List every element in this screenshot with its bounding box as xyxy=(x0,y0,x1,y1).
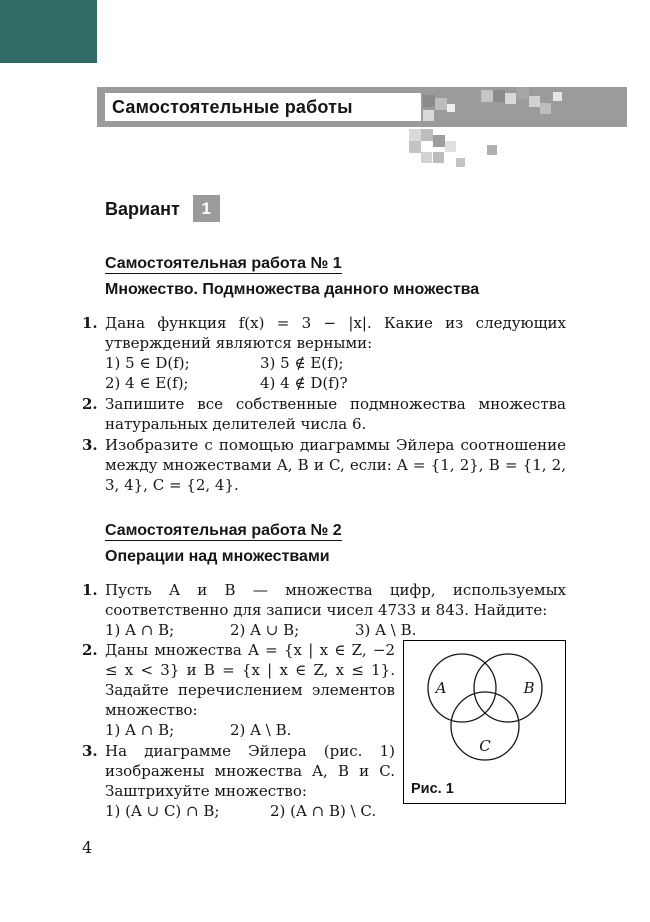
option-item: 2) A \ B. xyxy=(230,721,292,739)
option-item: 1) (A ∪ C) ∩ B; xyxy=(105,802,220,820)
pixel-square xyxy=(409,129,421,141)
option-item: 2) A ∪ B; xyxy=(230,621,300,639)
pixel-square xyxy=(433,152,444,163)
section-work-2 xyxy=(82,521,566,821)
problem-text: Даны множества A = {x | x ∈ Z, −2 ≤ x < 3} и B = {x | x ∈ Z, x ≤ 1}. Задайте перечислением элементов множество: xyxy=(105,641,395,719)
options-row xyxy=(105,620,566,640)
page-number: 4 xyxy=(82,838,93,857)
section-title: Самостоятельная работа № 2 xyxy=(105,522,342,539)
pixel-square xyxy=(487,145,497,155)
figure-caption: Рис. 1 xyxy=(411,781,454,797)
problem-number: 3. xyxy=(82,436,98,454)
pixel-square xyxy=(493,90,505,102)
pixel-square xyxy=(447,104,455,112)
euler-diagram xyxy=(411,646,559,776)
euler-diagram-figure xyxy=(403,640,566,804)
option-item: 2) 4 ∈ E(f); xyxy=(105,374,189,392)
options-row xyxy=(105,373,566,393)
problem-text-block xyxy=(105,394,566,434)
pixel-square xyxy=(540,103,551,114)
section-subtitle: Операции над множествами xyxy=(105,548,330,565)
option-item: 4) 4 ∉ D(f)? xyxy=(260,374,348,392)
problem-number: 3. xyxy=(82,742,98,760)
problem-text-block xyxy=(105,640,395,740)
pixel-square xyxy=(421,129,433,141)
problem-text-block xyxy=(105,435,566,495)
problem-text: Пусть A и B — множества цифр, используемых соответственно для записи чисел 4733 и 843. Найдите: xyxy=(105,581,566,619)
header-title: Самостоятельные работы xyxy=(105,93,421,121)
problem-list xyxy=(82,580,566,821)
problem-number: 2. xyxy=(82,641,98,659)
option-item: 1) A ∩ B; xyxy=(105,721,175,739)
pixel-square xyxy=(529,96,540,107)
section-subtitle: Множество. Подмножества данного множества xyxy=(105,281,480,298)
section-work-1 xyxy=(82,254,566,495)
problem-number: 1. xyxy=(82,314,98,332)
problem xyxy=(82,580,566,640)
option-item: 3) A \ B. xyxy=(355,621,417,639)
pixel-square xyxy=(435,98,447,110)
pixel-square xyxy=(505,93,516,104)
option-item: 1) 5 ∈ D(f); xyxy=(105,354,190,372)
problem xyxy=(82,640,395,740)
pixel-square xyxy=(421,152,432,163)
problem-text-block xyxy=(105,580,566,640)
set-label-a: A xyxy=(435,679,446,697)
text-with-figure-row xyxy=(82,640,566,821)
narrow-text-column xyxy=(82,640,395,821)
variant-row xyxy=(105,195,566,222)
options-row xyxy=(105,720,395,740)
pixel-square xyxy=(481,90,493,102)
problem-text: На диаграмме Эйлера (рис. 1) изображены множества A, B и C. Заштрихуйте множество: xyxy=(105,742,395,800)
pixel-square xyxy=(456,158,465,167)
options-row xyxy=(105,801,395,821)
pixel-square xyxy=(517,87,529,99)
set-label-c: C xyxy=(478,737,491,755)
option-item: 2) (A ∩ B) \ C. xyxy=(270,802,377,820)
problem-number: 2. xyxy=(82,395,98,413)
pixel-square xyxy=(445,141,456,152)
variant-label: Вариант xyxy=(105,198,180,219)
options-row xyxy=(105,353,566,373)
option-item: 1) A ∩ B; xyxy=(105,621,175,639)
set-label-b: B xyxy=(522,679,535,697)
problem-number: 1. xyxy=(82,581,98,599)
problem xyxy=(82,435,566,495)
problem-list xyxy=(82,313,566,495)
problem-text: Изобразите с помощью диаграммы Эйлера соотношение между множествами A, B и C, если: A = {1, 2}, B = {1, 2, 3, 4}, C = {2, 4}. xyxy=(105,436,566,494)
option-item: 3) 5 ∉ E(f); xyxy=(260,354,344,372)
pixel-square xyxy=(423,110,434,121)
pixel-square xyxy=(423,95,435,107)
section-title: Самостоятельная работа № 1 xyxy=(105,255,342,272)
problem-text: Запишите все собственные подмножества множества натуральных делителей числа 6. xyxy=(105,395,566,433)
problem xyxy=(82,313,566,393)
pixel-square xyxy=(553,92,562,101)
problem xyxy=(82,394,566,434)
pixel-square xyxy=(433,135,445,147)
problem-text-block xyxy=(105,313,566,393)
problem xyxy=(82,741,395,821)
variant-number-badge: 1 xyxy=(193,195,220,222)
problem-text-block xyxy=(105,741,395,821)
problem-text: Дана функция f(x) = 3 − |x|. Какие из следующих утверждений являются верными: xyxy=(105,314,566,352)
pixel-square xyxy=(409,141,421,153)
